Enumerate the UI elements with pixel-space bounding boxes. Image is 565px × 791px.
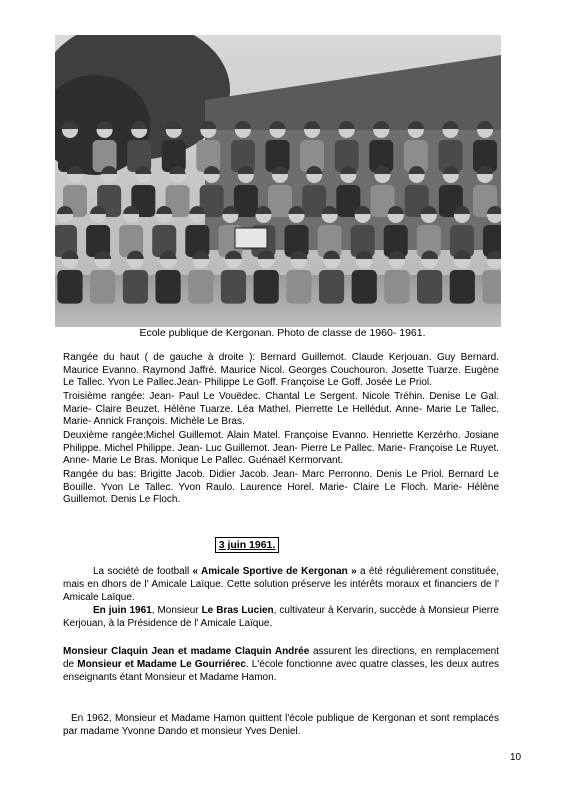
row-top-text: Rangée du haut ( de gauche à droite ): Bernard Guillemot. Claude Kerjouan. Guy Bernard. Maurice Evanno. Raymond Jaffré. Maurice Nicol. Georges Couchouron. Josette Tuarze. Eugène Le Tallec. Yvon Le Pallec.Jean- Philippe Le Goff. Françoise Le Goff. Josée Le Priol. [63,352,499,389]
row-top-names [63,352,499,390]
row-second-names [63,430,499,468]
row-bottom-names [63,469,499,507]
p1-bold: « Amicale Sportive de Kergonan » [192,566,357,577]
row-third-text: Troisième rangée: Jean- Paul Le Vouëdec. Chantal Le Sergent. Nicole Tréhin. Denise Le Gal. Marie- Claire Beuzet. Hélène Tuarze. Léa Mathel. Pierrette Le Hellédut. Anne- Marie Le Tallec. Marie- Annick François. Michèle Le Bras. [63,391,499,428]
p1-post: a été régulièrement constituée, mais en dhors de l' Amicale Laïque. Cette solution préserve les intérêts moraux et financiers de l' Amicale Laïque. [63,566,499,603]
paragraph-direction [63,645,499,684]
p2-post: , cultivateur à Kervarin, succède à Monsieur Pierre Kerjouan, à la Présidence de l' Amicale Laïque. [63,605,499,629]
p2-bold1: En juin 1961 [93,605,152,616]
row-second-text: Deuxième rangée:Michel Guillemot. Alain Matel. Françoise Evanno. Henriette Kerzérho. Josiane Philippe. Michel Philippe. Jean- Luc Guillemot. Jean- Pierre Le Pallec. Marie- Françoise Le Ruyet. Anne- Marie Le Bras. Monique Le Pallec. Guénaël Kermorvant. [63,430,499,467]
p3-mid1: assurent les directions, en remplacement de [63,646,499,670]
page-number: 10 [510,752,522,763]
class-photo [55,35,501,327]
class-photo-image [55,35,501,327]
paragraph-president [63,604,499,630]
p3-bold1: Monsieur Claquin Jean et madame Claquin Andrée [63,646,310,657]
paragraph-amicale-sportive [63,565,499,604]
paragraph-1962: En 1962, Monsieur et Madame Hamon quittent l'école publique de Kergonan et sont remplacés par madame Yvonne Dando et monsieur Yves Deniel. [63,713,499,737]
p3-post: . L'école fonctionne avec quatre classes, les deux autres enseignants étant Monsieur et Madame Hamon. [63,659,500,683]
row-third-names [63,391,499,429]
p2-bold2: Le Bras Lucien [201,605,274,616]
date-heading: 3 juin 1961. [215,537,279,553]
p2-mid1: , Monsieur [151,605,202,616]
photo-caption: Ecole publique de Kergonan. Photo de classe de 1960- 1961. [139,327,426,339]
row-bottom-text: Rangée du bas: Brigitte Jacob. Didier Jacob. Jean- Marc Perronno. Denis Le Priol. Bernard Le Bouille. Yvon Le Tallec. Yvon Raulo. Laurence Horel. Marie- Claire Le Floch. Marie- Hélène Guillemot. Denis Le Floch. [63,469,499,506]
p3-bold2: Monsieur et Madame Le Gourriérec [77,659,246,670]
p1-pre: La société de football [93,566,193,577]
